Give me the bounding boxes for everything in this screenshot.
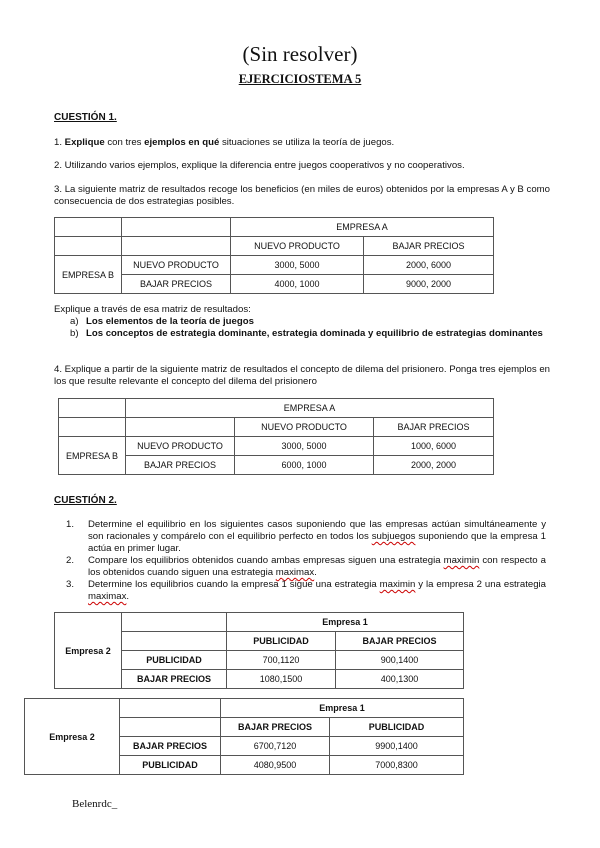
section-heading-q1: CUESTIÓN 1. [54,112,117,123]
table2-r1c1: 3000, 5000 [235,437,374,456]
table4-col-group: Empresa 1 [221,699,464,718]
table3-col2: BAJAR PRECIOS [336,632,464,651]
q1-paragraph-3: 3. La siguiente matriz de resultados recoge los beneficios (en miles de euros) obtenidos por la empresas A y B como consecuencia de dos estrategias posibles. [54,184,550,207]
table4-r1c1: 6700,7120 [221,737,330,756]
table3-col1: PUBLICIDAD [227,632,336,651]
list-item: 1. Determine el equilibrio en los siguientes casos suponiendo que las empresas actúan simultáneamente y son racionales y compárelo con el equilibrio perfecto en todos los subjuegos suponiendo que la empresa 1 actúa en primer lugar. [66,519,546,554]
table4-r2c1: 4080,9500 [221,756,330,775]
table3-r2c1: 1080,1500 [227,670,336,689]
table2-row-group: EMPRESA B [59,437,126,475]
table2-col-group: EMPRESA A [126,399,494,418]
list-item: 2. Compare los equilibrios obtenidos cuando ambas empresas siguen una estrategia maximin con respecto a los obtenidos cuando siguen una estrategia maximax. [66,555,546,578]
explain-a: Los elementos de la teoría de juegos [86,316,254,327]
table1-col1: NUEVO PRODUCTO [231,237,364,256]
page-title: (Sin resolver) [242,42,358,66]
explain-b: Los conceptos de estrategia dominante, estrategia dominada y equilibrio de estrategias dominantes [86,328,543,339]
table4-col1: BAJAR PRECIOS [221,718,330,737]
table1-col-group: EMPRESA A [231,218,494,237]
table2-r1c2: 1000, 6000 [374,437,494,456]
q1-paragraph-1: 1. Explique con tres ejemplos en qué situaciones se utiliza la teoría de juegos. [54,137,395,148]
table4-col2: PUBLICIDAD [330,718,464,737]
table3-row2: BAJAR PRECIOS [122,670,227,689]
table4-row-group: Empresa 2 [25,699,120,775]
q1-paragraph-4: 4. Explique a partir de la siguiente matriz de resultados el concepto de dilema del prisionero. Ponga tres ejemplos en los que resulte relevante el concepto del dilema del prisionero [54,364,550,387]
explain-a-label: a) [70,316,79,327]
table3-row-group: Empresa 2 [55,613,122,689]
table1-r2c2: 9000, 2000 [364,275,494,294]
table1-row-group: EMPRESA B [55,256,122,294]
explain-intro: Explique a través de esa matriz de resultados: [54,304,251,315]
table3-r1c1: 700,1120 [227,651,336,670]
table4-r2c2: 7000,8300 [330,756,464,775]
signature: Belenrdc_ [72,798,118,810]
payoff-table-2 [58,398,494,475]
table1-row1: NUEVO PRODUCTO [122,256,231,275]
table2-r2c1: 6000, 1000 [235,456,374,475]
table3-r2c2: 400,1300 [336,670,464,689]
payoff-table-1 [54,217,494,294]
table2-col1: NUEVO PRODUCTO [235,418,374,437]
section-heading-q2: CUESTIÓN 2. [54,495,117,506]
q1-paragraph-2: 2. Utilizando varios ejemplos, explique la diferencia entre juegos cooperativos y no cooperativos. [54,160,465,171]
table1-row2: BAJAR PRECIOS [122,275,231,294]
table1-col2: BAJAR PRECIOS [364,237,494,256]
explain-b-label: b) [70,328,79,339]
table2-r2c2: 2000, 2000 [374,456,494,475]
payoff-table-4 [24,698,464,775]
table4-row2: PUBLICIDAD [120,756,221,775]
q2-list [66,519,546,603]
list-item: 3. Determine los equilibrios cuando la empresa 1 sigue una estrategia maximin y la empresa 2 una estrategia maximax. [66,579,546,602]
table2-row1: NUEVO PRODUCTO [126,437,235,456]
table1-r1c1: 3000, 5000 [231,256,364,275]
table2-row2: BAJAR PRECIOS [126,456,235,475]
table1-r2c1: 4000, 1000 [231,275,364,294]
table3-col-group: Empresa 1 [227,613,464,632]
table3-row1: PUBLICIDAD [122,651,227,670]
table4-row1: BAJAR PRECIOS [120,737,221,756]
table4-r1c2: 9900,1400 [330,737,464,756]
payoff-table-3 [54,612,464,689]
table1-r1c2: 2000, 6000 [364,256,494,275]
table2-col2: BAJAR PRECIOS [374,418,494,437]
table3-r1c2: 900,1400 [336,651,464,670]
page-subtitle: EJERCICIOSTEMA 5 [238,72,362,86]
